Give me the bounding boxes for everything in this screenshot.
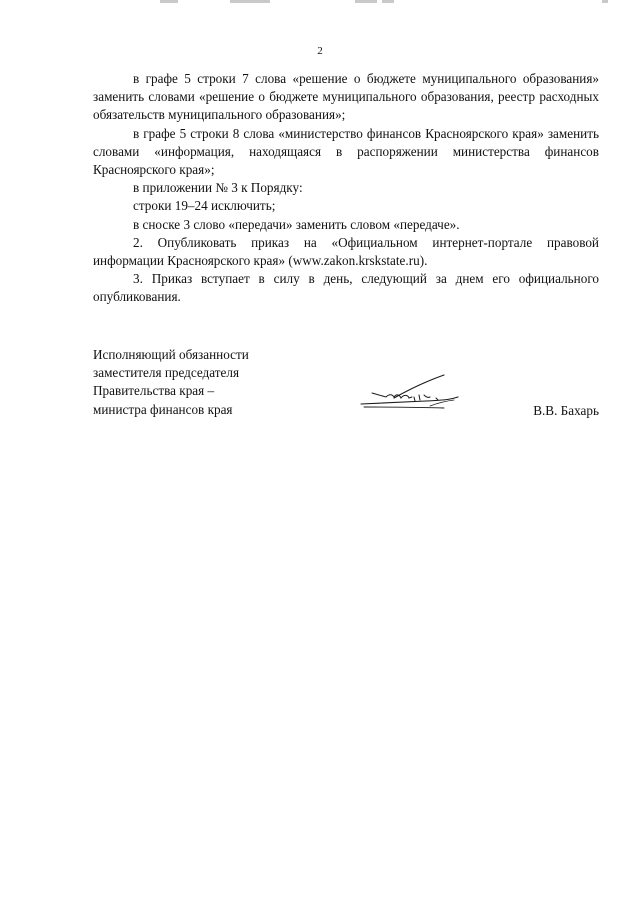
signer-position-line: заместителя председателя (93, 365, 240, 381)
paragraph: в графе 5 строки 7 слова «решение о бюджете муниципального образования» заменить словами «решение о бюджете муниципального образования, реестр расходных обязательств муниципального образования»; (93, 71, 599, 123)
signer-position-line: министра финансов края (93, 401, 233, 417)
signer-position (93, 346, 323, 419)
signer-name: В.В. Бахарь (533, 403, 599, 418)
signature-block (93, 346, 599, 426)
paragraph: строки 19–24 исключить; (133, 198, 276, 214)
paragraph: в приложении № 3 к Порядку: (133, 180, 303, 196)
page-number: 2 (317, 45, 323, 57)
paragraph: в графе 5 строки 8 слова «министерство финансов Красноярского края» заменить словами «информация, находящаяся в распоряжении министерства финансов Красноярского края»; (93, 125, 599, 178)
signer-position-line: Исполняющий обязанности (93, 347, 249, 362)
scan-artifact (150, 0, 610, 6)
paragraph: в сноске 3 слово «передачи» заменить словом «передаче». (133, 216, 460, 232)
paragraph: 3. Приказ вступает в силу в день, следующий за днем его официального опубликования. (93, 271, 599, 305)
handwritten-signature-icon (358, 373, 463, 413)
signer-position-line: Правительства края – (93, 383, 215, 399)
paragraph: 2. Опубликовать приказ на «Официальном интернет-портале правовой информации Красноярского края» (www.zakon.krskstate.ru). (93, 234, 599, 269)
document-body (93, 70, 599, 307)
